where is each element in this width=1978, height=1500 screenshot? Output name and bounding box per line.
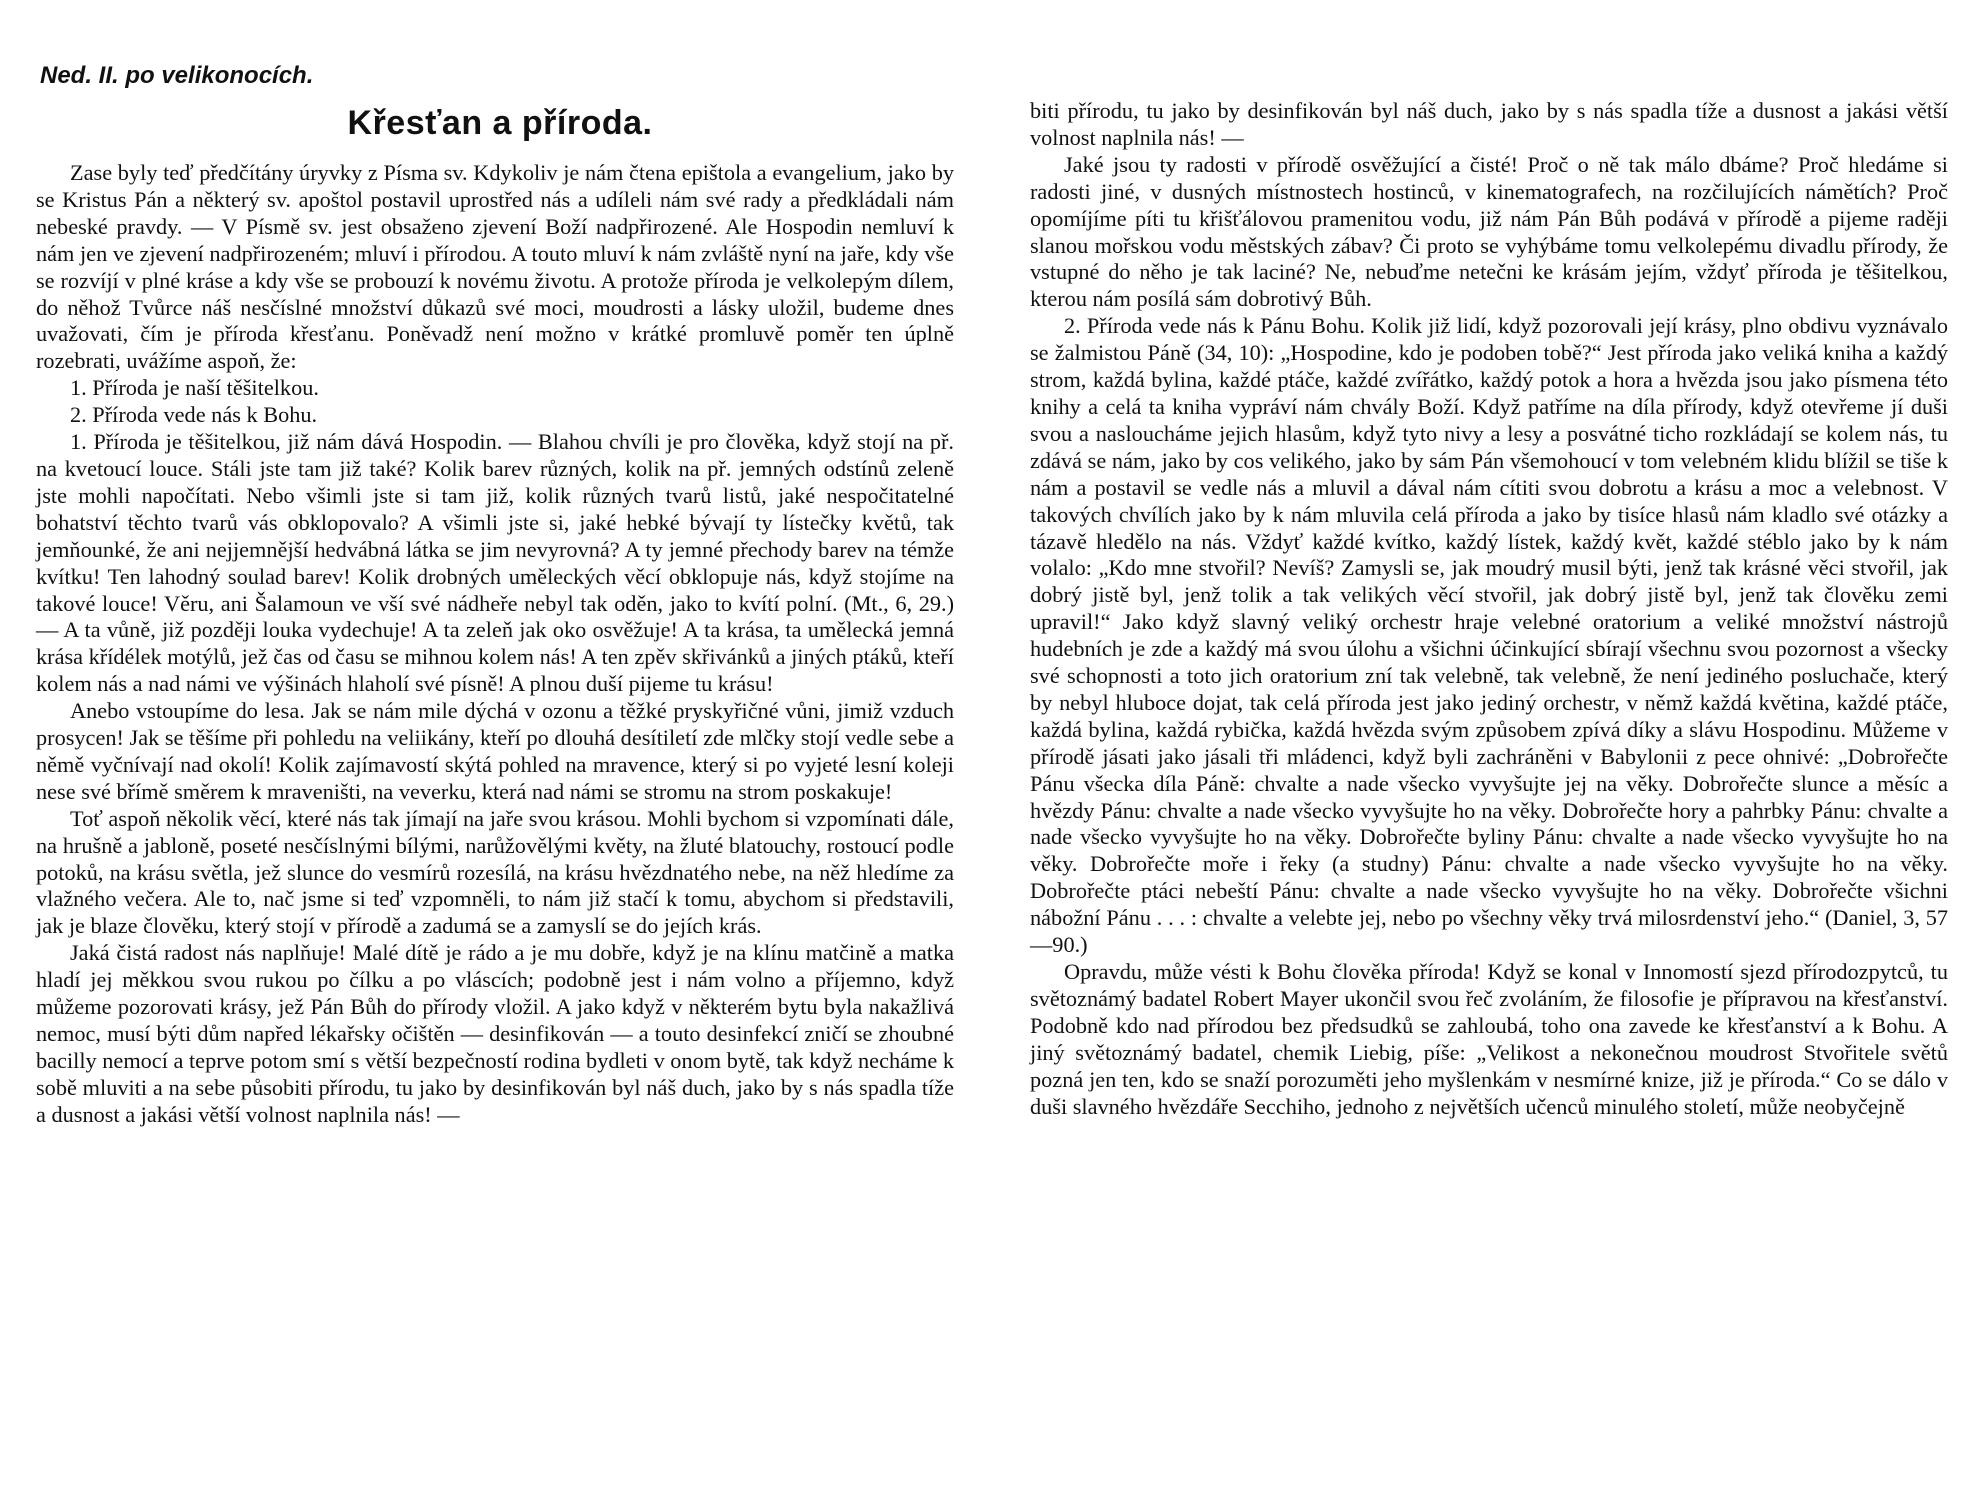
paragraph: 2. Příroda vede nás k Pánu Bohu. Kolik již lidí, když pozorovali její krásy, plno obdivu vyznávalo se žalmistou Páně (34, 10): „Hospodine, kdo je podoben tobě?“ Jest příroda jako veliká kniha a každý strom, každá bylina, každé ptáče, každé zvířátko, každý potok a hora a hvězda jsou jako písmena této knihy a celá ta kniha vypráví nám chvály Boží. Když patříme na díla přírody, když otevřeme jí duši svou a nasloucháme jejich hlasům, když tyto nivy a lesy a posvátné ticho rozkládají se kolem nás, tu zdává se nám, jako by cos velikého, jako by sám Pán všemohoucí v tom velebném klidu blížil se tiše k nám a postavil se vedle nás a mluvil a dával nám cítiti svou dobrotu a krásu a moc a velebnost. V takových chvílích jako by k nám mluvila celá příroda a jako by tisíce hlasů nám kladlo své otázky a tázavě hledělo na nás. Vždyť každé kvítko, každý lístek, každý květ, každé stéblo jako by k nám volalo: „Kdo mne stvořil? Nevíš? Zamysli se, jak moudrý musil býti, jenž tak krásné věci stvořil, jak dobrý jistě byl, jenž tolik a tak velikých věcí stvořil, jak dobrý jistě byl, jenž tak člověku zemi upravil!“ Jako když slavný veliký orchestr hraje velebné oratorium a veliké množství nástrojů hudebních je zde a každý má svou úlohu a všichni účinkující sbírají všechnu svou pozornost a všecky své schopnosti a toto jich oratorium zní tak velebně, tak velebně, že není jediného posluchače, který by nebyl hluboce dojat, tak celá příroda jest jako jediný orchestr, v němž každá květina, každé ptáče, každá bylina, každá rybička, každá hvězda svým způsobem zpívá díky a slávu Hospodinu. Můžeme v přírodě jásati jako jásali tři mládenci, když byli zachráněni v Babylonii z pece ohnivé: „Dobrořečte Pánu všecka díla Páně: chvalte a nade všecko vyvyšujte jej na věky. Dobrořečte slunce a měsíc a hvězdy Pánu: chvalte a nade všecko vyvyšujte ho na věky. Dobrořečte hory a pahrbky Pánu: chvalte a nade všecko vyvyšujte ho na věky. Dobrořečte byliny Pánu: chvalte a nade všecko vyvyšujte ho na věky. Dobrořečte moře i řeky (a studny) Pánu: chvalte a nade všecko vyvyšujte ho na věky. Dobrořečte ptáci nebeští Pánu: chvalte a nade všecko vyvyšujte ho na věky. Dobrořečte všichni nábožní Pánu . . . : chvalte a velebte jej, nebo po všechny věky trvá milosrdenství jeho.“ (Daniel, 3, 57—90.)	[1030, 313, 1948, 958]
paragraph-continued: biti přírodu, tu jako by desinfikován byl náš duch, jako by s nás spadla tíže a dusnost a jakási větší volnost naplnila nás! —	[1030, 98, 1948, 150]
paragraph: 1. Příroda je těšitelkou, již nám dává Hospodin. — Blahou chvíli je pro člověka, když stojí na př. na kvetoucí louce. Stáli jste tam již také? Kolik barev různých, kolik na př. jemných odstínů zeleně jste mohli napočítati. Nebo všimli jste si tam již, kolik různých tvarů listů, jaké nespočitatelné bohatství těchto tvarů vás obklopovalo? A všimli jste si, jaké hebké bývají ty lístečky květů, tak jemňounké, že ani nejjemnější hedvábná látka se jim nevyrovná? A ty jemné přechody barev na témže kvítku! Ten lahodný soulad barev! Kolik drobných uměleckých věcí obklopuje nás, když stojíme na takové louce! Věru, ani Šalamoun ve vší své nádheře nebyl tak oděn, jako to kvítí polní. (Mt., 6, 29.) — A ta vůně, již později louka vydechuje! A ta zeleň jak oko osvěžuje! A ta krása, ta umělecká jemná krása křídélek motýlů, jež čas od času se mihnou kolem nás! A ten zpěv skřivánků a jiných ptáků, kteří kolem nás a nad námi ve výšinách hlaholí své písně! A plnou duší pijeme tu krásu!	[36, 429, 954, 697]
paragraph: Anebo vstoupíme do lesa. Jak se nám mile dýchá v ozonu a těžké pryskyřičné vůni, jimiž vzduch prosycen! Jak se těšíme při pohledu na veliikány, kteří po dlouhá desítiletí zde mlčky stojí vedle sebe a němě vyčnívají nad okolí! Kolik zajímavostí skýtá pohled na mravence, který si po vyjeté lesní koleji nese své břímě směrem k mraveništi, na veverku, která nad námi se stromu na strom poskakuje!	[36, 698, 954, 804]
paragraph: Jaká čistá radost nás naplňuje! Malé dítě je rádo a je mu dobře, když je na klínu matčině a matka hladí jej měkkou svou rukou po čílku a po vláscích; podobně jest i nám volno a příjemno, když můžeme pozorovati krásy, jež Pán Bůh do přírody vložil. A jako když v některém bytu byla nakažlivá nemoc, musí býti dům napřed lékařsky očištěn — desinfikován — a touto desinfekcí zničí se zhoubné bacilly nemocí a teprve potom smí s větší bezpečností rodina bydleti v onom bytě, tak když necháme k sobě mluviti a na sebe působiti přírodu, tu jako by desinfikován byl náš duch, jako by s nás spadla tíže a dusnost a jakási větší volnost naplnila nás! —	[36, 940, 954, 1127]
chapter-title: Křesťan a příroda.	[347, 104, 653, 142]
paragraph: Zase byly teď předčítány úryvky z Písma sv. Kdykoliv je nám čtena epištola a evangelium, jako by se Kristus Pán a některý sv. apoštol postavil uprostřed nás a udíleli nám své rady a předkládali nám nebeské pravdy. — V Písmě sv. jest obsaženo zjevení Boží nadpřirozené. Ale Hospodin nemluví k nám jen ve zjevení nadpřirozeném; mluví i přírodou. A touto mluví k nám zvláště nyní na jaře, kdy vše se rozvíjí v plné kráse a kdy vše se probouzí k novému životu. A protože příroda je velkolepým dílem, do něhož Tvůrce náš nesčíslné množství důkazů své moci, moudrosti a lásky uložil, budeme dnes uvažovati, čím je příroda křesťanu. Poněvadž není možno v krátké promluvě poměr ten úplně rozebrati, uvážíme aspoň, že:	[36, 160, 954, 374]
list-item: 1. Příroda je naší těšitelkou.	[70, 375, 319, 401]
paragraph: Jaké jsou ty radosti v přírodě osvěžující a čisté! Proč o ně tak málo dbáme? Proč hledáme si radosti jiné, v dusných místnostech hostinců, v kinematografech, na rozčilujících námětích? Proč opomíjíme píti tu křišťálovou pramenitou vodu, již nám Pán Bůh podává v přírodě a pijeme raději slanou mořskou vodu městských zábav? Či proto se vyhýbáme tomu velkolepému divadlu přírody, že vstupné do něho je tak laciné? Ne, nebuďme netečni ke krásám jejím, vždyť příroda je těšitelkou, kterou nám posílá sám dobrotivý Bůh.	[1030, 151, 1948, 312]
left-column	[36, 160, 954, 1129]
right-column	[1030, 98, 1948, 1120]
paragraph: Toť aspoň několik věcí, které nás tak jímají na jaře svou krásou. Mohli bychom si vzpomínati dále, na hrušně a jabloně, poseté nesčíslnými bílými, narůžovělými květy, na žluté blatouchy, rostoucí podle potoků, na krásu světla, jež slunce do vesmírů rozesílá, na krásu hvězdnatého nebe, na něž hledíme za vlažného večera. Ale to, nač jsme si teď vzpomněli, to nám již stačí k tomu, abychom si představili, jak je blaze člověku, který stojí v přírodě a zadumá se a zamyslí se do jejích krás.	[36, 805, 954, 939]
running-head: Ned. II. po velikonocích.	[40, 62, 314, 89]
list-item: 2. Příroda vede nás k Bohu.	[70, 402, 318, 428]
paragraph: Opravdu, může vésti k Bohu člověka příroda! Když se konal v Innomostí sjezd přírodozpytců, tu světoznámý badatel Robert Mayer ukončil svou řeč zvoláním, že filosofie je přípravou na křesťanství. Podobně kdo nad přírodou bez předsudků se zahloubá, toho ona zavede ke křesťanství a k Bohu. A jiný světoznámý badatel, chemik Liebig, píše: „Velikost a nekonečnou moudrost Stvořitele světů pozná jen ten, kdo se snaží porozuměti jeho myšlenkám v nesmírné knize, již je příroda.“ Co se dálo v duši slavného hvězdáře Secchiho, jednoho z největších učenců minulého století, může neobyčejně	[1030, 959, 1948, 1119]
